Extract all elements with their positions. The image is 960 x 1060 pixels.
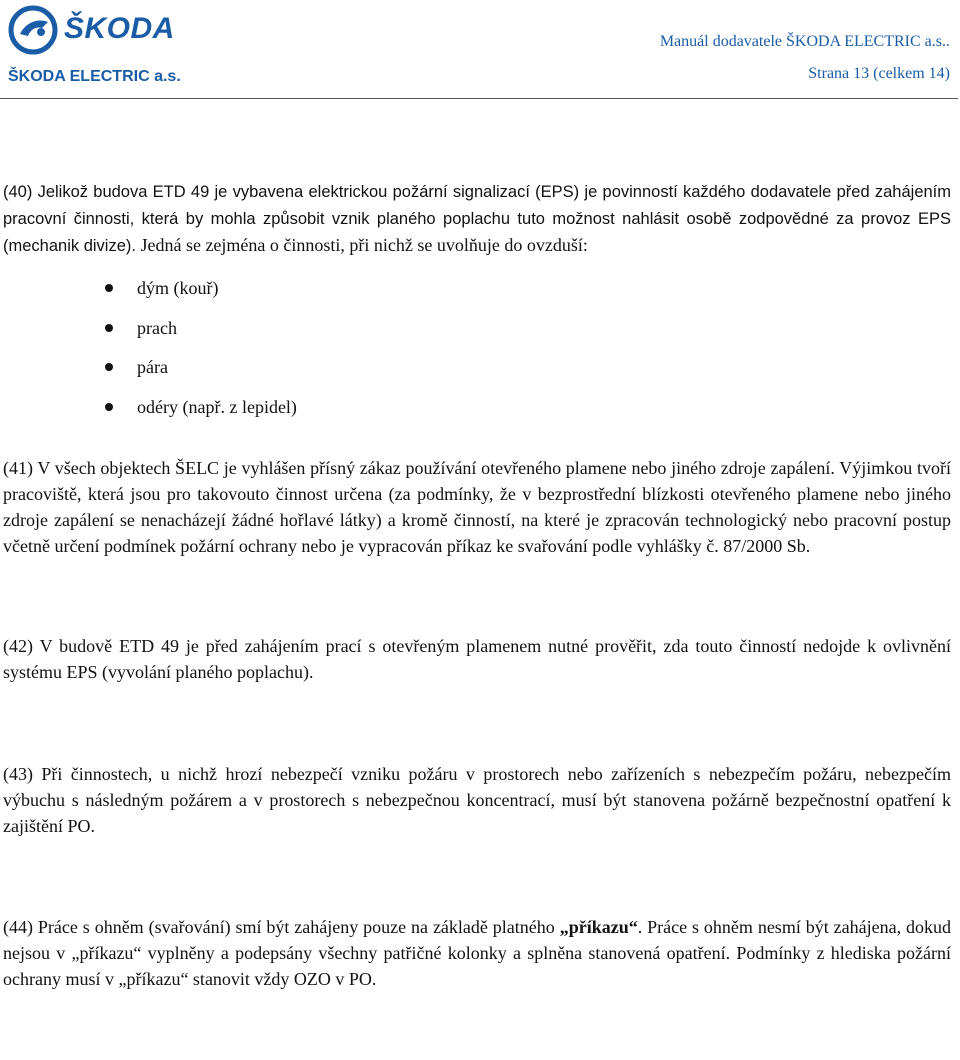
- bullet-icon: [105, 403, 113, 411]
- company-name: ŠKODA ELECTRIC a.s.: [8, 68, 181, 85]
- paragraph-43: (43) Při činnostech, u nichž hrozí nebezpečí vzniku požáru v prostorech nebo zařízeních s nebezpečím požáru, nebezpečím výbuchu s následným požárem a v prostorech s nebezpečnou koncentrací, musí být stanovena požárně bezpečnostní opatření k zajištění PO.: [3, 764, 951, 836]
- header-divider: [0, 98, 958, 99]
- list-item-text: prach: [137, 317, 177, 338]
- paragraph-44-part2: . Práce s ohněm nesmí být zahájena, dokud nejsou v „příkazu“ vyplněny a podepsány všechny patřičné kolonky a splněna stanovená opatření. Podmínky z hlediska požární ochrany musí v „příkazu“ stanovit vždy OZO v PO.: [3, 917, 951, 989]
- paragraph-44: [3, 914, 951, 992]
- brand-wordmark: ŠKODA: [64, 12, 175, 45]
- paragraph-44-bold: „příkazu“: [559, 917, 638, 937]
- paragraph-40: [3, 178, 951, 259]
- list-item-text: odéry (např. z lepidel): [137, 396, 297, 417]
- paragraph-40-lead: (40) Jelikož budova ETD 49 je vybavena elektrickou požární signalizací (EPS) je povinností každého dodavatele před zahájením pracovní činnosti, která by mohla způsobit vznik planého poplachu tuto možnost nahlásit osobě zodpovědné za provoz EPS (mechanik divize).: [3, 183, 951, 255]
- skoda-emblem-icon: [8, 4, 64, 58]
- list-item: [3, 354, 951, 394]
- page-number: Strana 13 (celkem 14): [808, 65, 950, 82]
- list-item: [3, 394, 951, 434]
- page-header: [0, 0, 960, 100]
- list-item-text: dým (kouř): [137, 278, 219, 298]
- paragraph-42: (42) V budově ETD 49 je před zahájením prací s otevřeným plamenem nutné prověřit, zda touto činností nedojde k ovlivnění systému EPS (vyvolání planého poplachu).: [3, 636, 951, 682]
- list-item-text: pára: [137, 357, 168, 377]
- document-title: Manuál dodavatele ŠKODA ELECTRIC a.s..: [659, 33, 950, 50]
- document-body: [3, 178, 951, 992]
- bullet-icon: [105, 324, 113, 332]
- paragraph-40-tail: Jedná se zejména o činnosti, při nichž se uvolňuje do ovzduší:: [135, 235, 588, 255]
- skoda-logo: [8, 4, 175, 58]
- bullet-icon: [105, 284, 113, 292]
- paragraph-44-part1: (44) Práce s ohněm (svařování) smí být zahájeny pouze na základě platného: [3, 917, 560, 937]
- paragraph-41: (41) V všech objektech ŠELC je vyhlášen přísný zákaz používání otevřeného plamene nebo jiného zdroje zapálení. Výjimkou tvoří pracoviště, která jsou pro takovouto činnost určena (za podmínky, že v bezprostřední blízkosti otevřeného plamene nebo jiného zdroje zapálení se nenacházejí žádné hořlavé látky) a kromě činností, na které je zpracován technologický nebo pracovní postup včetně určení podmínek požární ochrany nebo je vypracován příkaz ke svařování podle vyhlášky č. 87/2000 Sb.: [3, 458, 951, 556]
- emission-list: [3, 275, 951, 433]
- list-item: [3, 275, 951, 315]
- bullet-icon: [105, 363, 113, 371]
- list-item: [3, 315, 951, 355]
